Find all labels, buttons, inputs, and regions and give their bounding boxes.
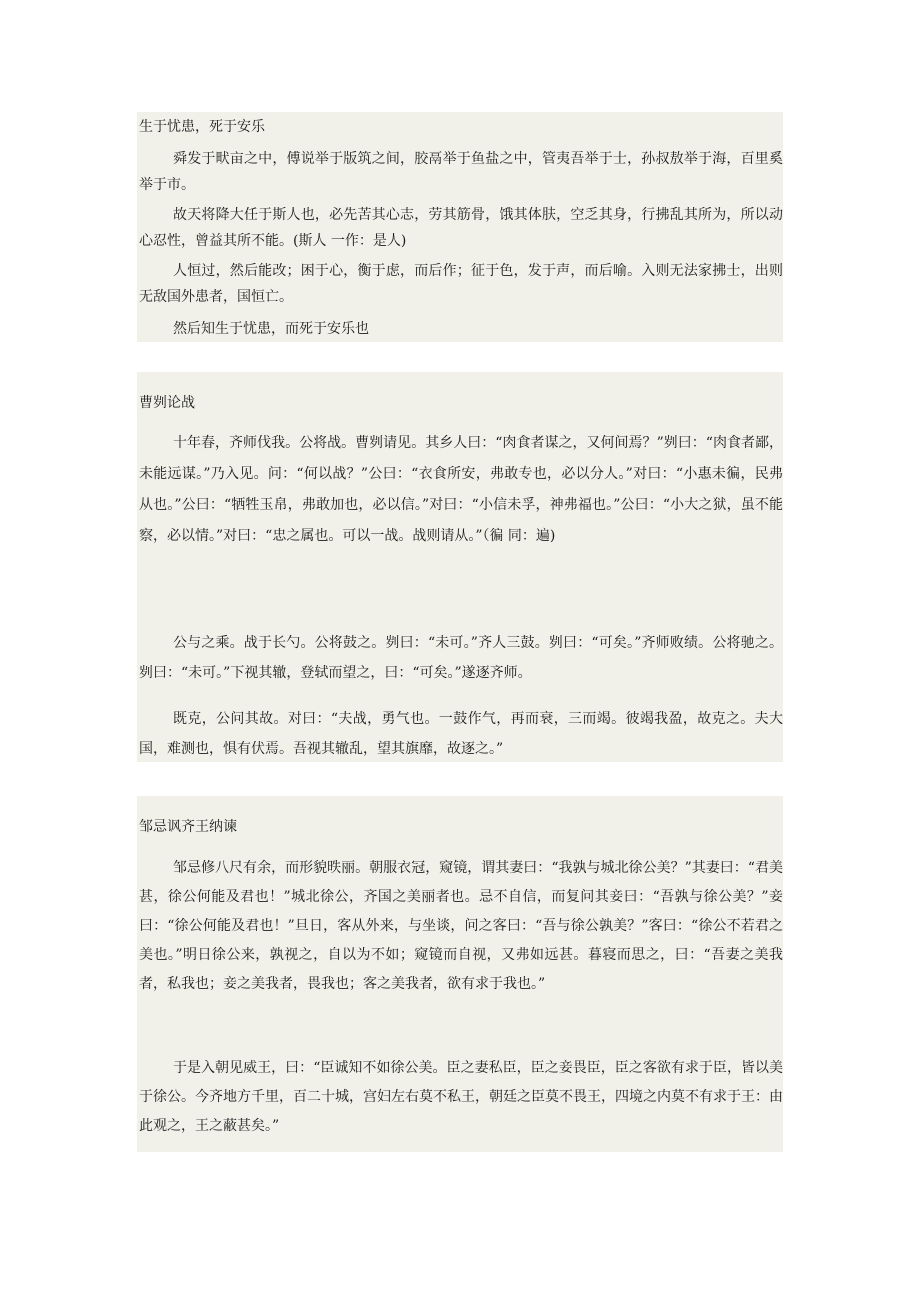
- paragraph: 人恒过，然后能改；困于心，衡于虑，而后作；征于色，发于声，而后喻。入则无法家拂士，出则无敌国外患者，国恒亡。: [139, 263, 783, 305]
- paragraph: 然后知生于忧患，而死于安乐也: [173, 321, 369, 337]
- paragraph: 邹忌修八尺有余，而形貌昳丽。朝服衣冠，窥镜，谓其妻曰：“我孰与城北徐公美？”其妻曰：“君美甚，徐公何能及君也！”城北徐公，齐国之美丽者也。忌不自信，而复问其妾曰：“吾孰与徐公美？”妾曰：“徐公何能及君也！”旦日，客从外来，与坐谈，问之客曰：“吾与徐公孰美？”客曰：“徐公不若君之美也。”明日徐公来，孰视之，自以为不如；窥镜而自视，又弗如远甚。暮寝而思之，曰：“吾妻之美我者，私我也；妾之美我者，畏我也；客之美我者，欲有求于我也。”: [139, 860, 783, 992]
- section-title: 曹刿论战: [139, 395, 195, 411]
- paragraph: 公与之乘。战于长勺。公将鼓之。刿曰：“未可。”齐人三鼓。刿曰：“可矣。”齐师败绩。公将驰之。刿曰：“未可。”下视其辙，登轼而望之，曰：“可矣。”遂逐齐师。: [139, 635, 783, 681]
- section-title: 邹忌讽齐王纳谏: [139, 819, 237, 835]
- paragraph: 十年春，齐师伐我。公将战。曹刿请见。其乡人曰：“肉食者谋之，又何间焉？”刿曰：“肉食者鄙，未能远谋。”乃入见。问：“何以战？”公曰：“衣食所安，弗敢专也，必以分人。”对曰：“小惠未徧，民弗从也。”公曰：“牺牲玉帛，弗敢加也，必以信。”对曰：“小信未孚，神弗福也。”公曰：“小大之狱，虽不能察，必以情。”对曰：“忠之属也。可以一战。战则请从。”（徧 同：遍): [139, 435, 783, 544]
- paragraph: 既克，公问其故。对曰：“夫战，勇气也。一鼓作气，再而衰，三而竭。彼竭我盈，故克之。夫大国，难测也，惧有伏焉。吾视其辙乱，望其旗靡，故逐之。”: [139, 711, 783, 757]
- section-title: 生于忧患，死于安乐: [139, 119, 265, 135]
- section-caogui-lunzhan: [137, 372, 783, 762]
- paragraph: 舜发于畎亩之中，傅说举于版筑之间，胶鬲举于鱼盐之中，管夷吾举于士，孙叔敖举于海，百里奚举于市。: [139, 151, 783, 193]
- paragraph: 故天将降大任于斯人也，必先苦其心志，劳其筋骨，饿其体肤，空乏其身，行拂乱其所为，所以动心忍性，曾益其所不能。(斯人 一作：是人): [139, 207, 783, 249]
- section-zouji-feng-qiwang: [137, 796, 783, 1152]
- section-shengyu-youhuan: [137, 112, 783, 342]
- paragraph: 于是入朝见威王，曰：“臣诚知不如徐公美。臣之妻私臣，臣之妾畏臣，臣之客欲有求于臣，皆以美于徐公。今齐地方千里，百二十城，宫妇左右莫不私王，朝廷之臣莫不畏王，四境之内莫不有求于王：由此观之，王之蔽甚矣。”: [139, 1060, 783, 1134]
